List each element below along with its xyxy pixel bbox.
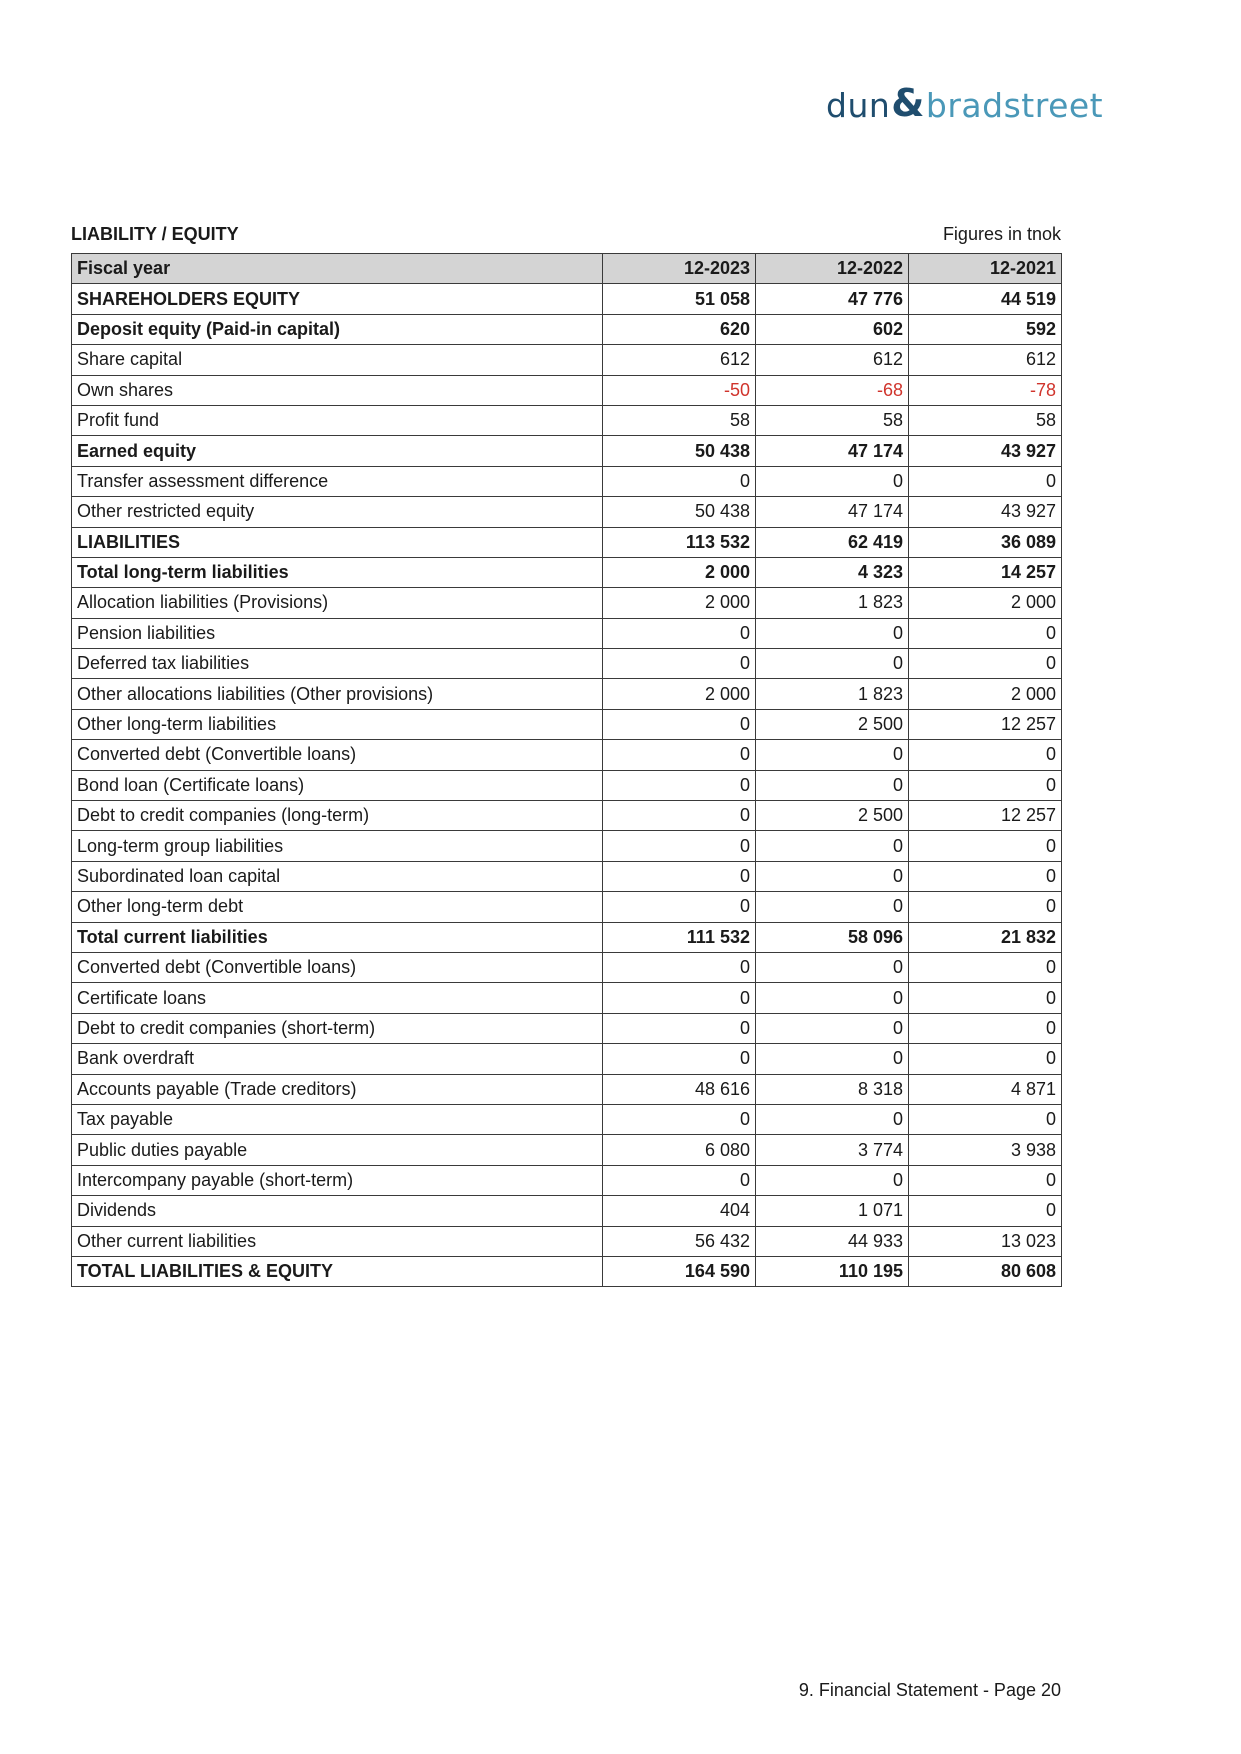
table-row xyxy=(72,801,1062,831)
row-value-12-2022: 0 xyxy=(756,831,909,861)
row-label: Total current liabilities xyxy=(72,922,603,952)
row-value-12-2023: 0 xyxy=(603,649,756,679)
row-value-12-2022: 0 xyxy=(756,1044,909,1074)
row-value-12-2021: 12 257 xyxy=(909,709,1062,739)
logo-text-dun: dun xyxy=(826,86,891,125)
row-value-12-2022: 0 xyxy=(756,740,909,770)
row-value-12-2023: 0 xyxy=(603,1104,756,1134)
table-row xyxy=(72,831,1062,861)
row-value-12-2023: 0 xyxy=(603,1165,756,1195)
row-value-12-2023: 612 xyxy=(603,345,756,375)
row-value-12-2021: 0 xyxy=(909,1165,1062,1195)
row-label: Long-term group liabilities xyxy=(72,831,603,861)
section-header xyxy=(71,224,1061,245)
row-value-12-2023: 404 xyxy=(603,1196,756,1226)
row-value-12-2021: 0 xyxy=(909,983,1062,1013)
row-value-12-2022: 110 195 xyxy=(756,1256,909,1286)
fiscal-year-header: Fiscal year xyxy=(72,254,603,284)
row-value-12-2023: 2 000 xyxy=(603,679,756,709)
row-value-12-2022: 0 xyxy=(756,1013,909,1043)
row-value-12-2021: 0 xyxy=(909,1013,1062,1043)
row-label: Certificate loans xyxy=(72,983,603,1013)
row-value-12-2023: 113 532 xyxy=(603,527,756,557)
row-value-12-2021: 0 xyxy=(909,892,1062,922)
row-label: Converted debt (Convertible loans) xyxy=(72,740,603,770)
row-label: Allocation liabilities (Provisions) xyxy=(72,588,603,618)
table-row xyxy=(72,405,1062,435)
row-label: Deposit equity (Paid-in capital) xyxy=(72,314,603,344)
row-value-12-2021: 0 xyxy=(909,770,1062,800)
row-value-12-2023: -50 xyxy=(603,375,756,405)
row-value-12-2022: 0 xyxy=(756,649,909,679)
row-label: Bond loan (Certificate loans) xyxy=(72,770,603,800)
table-row xyxy=(72,922,1062,952)
table-row xyxy=(72,588,1062,618)
row-value-12-2021: 36 089 xyxy=(909,527,1062,557)
row-value-12-2023: 0 xyxy=(603,861,756,891)
row-label: Other restricted equity xyxy=(72,497,603,527)
row-value-12-2023: 0 xyxy=(603,618,756,648)
table-row xyxy=(72,1074,1062,1104)
table-row xyxy=(72,740,1062,770)
table-row xyxy=(72,952,1062,982)
row-value-12-2021: 43 927 xyxy=(909,497,1062,527)
row-value-12-2021: 0 xyxy=(909,466,1062,496)
row-value-12-2022: 47 174 xyxy=(756,497,909,527)
year-header-2021: 12-2021 xyxy=(909,254,1062,284)
row-value-12-2022: -68 xyxy=(756,375,909,405)
row-value-12-2023: 58 xyxy=(603,405,756,435)
row-value-12-2021: 0 xyxy=(909,1044,1062,1074)
logo-text-bradstreet: bradstreet xyxy=(925,86,1104,125)
table-row xyxy=(72,1013,1062,1043)
row-value-12-2023: 2 000 xyxy=(603,588,756,618)
row-value-12-2021: 0 xyxy=(909,861,1062,891)
year-header-2022: 12-2022 xyxy=(756,254,909,284)
table-row xyxy=(72,466,1062,496)
row-label: Total long-term liabilities xyxy=(72,557,603,587)
table-header-row xyxy=(72,254,1062,284)
table-row xyxy=(72,679,1062,709)
row-value-12-2023: 0 xyxy=(603,952,756,982)
row-value-12-2021: 0 xyxy=(909,618,1062,648)
row-label: Intercompany payable (short-term) xyxy=(72,1165,603,1195)
row-label: Other long-term debt xyxy=(72,892,603,922)
row-value-12-2022: 602 xyxy=(756,314,909,344)
row-label: Pension liabilities xyxy=(72,618,603,648)
table-row xyxy=(72,527,1062,557)
row-value-12-2022: 0 xyxy=(756,983,909,1013)
row-label: Earned equity xyxy=(72,436,603,466)
row-label: Converted debt (Convertible loans) xyxy=(72,952,603,982)
row-value-12-2022: 58 096 xyxy=(756,922,909,952)
year-header-2023: 12-2023 xyxy=(603,254,756,284)
row-value-12-2023: 0 xyxy=(603,1013,756,1043)
row-value-12-2023: 0 xyxy=(603,983,756,1013)
dun-bradstreet-logo xyxy=(826,78,1104,125)
row-value-12-2023: 0 xyxy=(603,770,756,800)
table-row xyxy=(72,1196,1062,1226)
row-value-12-2021: 0 xyxy=(909,831,1062,861)
table-body xyxy=(72,284,1062,1287)
row-value-12-2022: 44 933 xyxy=(756,1226,909,1256)
row-value-12-2022: 1 071 xyxy=(756,1196,909,1226)
row-label: Public duties payable xyxy=(72,1135,603,1165)
row-value-12-2021: 0 xyxy=(909,1104,1062,1134)
row-label: Profit fund xyxy=(72,405,603,435)
row-value-12-2022: 0 xyxy=(756,1165,909,1195)
row-value-12-2023: 0 xyxy=(603,466,756,496)
row-value-12-2021: 0 xyxy=(909,1196,1062,1226)
section-title: LIABILITY / EQUITY xyxy=(71,224,239,244)
row-label: Other allocations liabilities (Other provisions) xyxy=(72,679,603,709)
row-label: Subordinated loan capital xyxy=(72,861,603,891)
row-label: Debt to credit companies (short-term) xyxy=(72,1013,603,1043)
table-row xyxy=(72,284,1062,314)
row-value-12-2022: 47 174 xyxy=(756,436,909,466)
row-value-12-2022: 2 500 xyxy=(756,801,909,831)
row-label: Transfer assessment difference xyxy=(72,466,603,496)
table-row xyxy=(72,1135,1062,1165)
liability-equity-table xyxy=(71,253,1062,1287)
row-value-12-2023: 0 xyxy=(603,1044,756,1074)
table-row xyxy=(72,557,1062,587)
row-value-12-2023: 111 532 xyxy=(603,922,756,952)
figures-unit-note: Figures in tnok xyxy=(942,224,1061,244)
table-row xyxy=(72,1104,1062,1134)
row-value-12-2021: 80 608 xyxy=(909,1256,1062,1286)
row-value-12-2023: 48 616 xyxy=(603,1074,756,1104)
table-row xyxy=(72,345,1062,375)
logo-ampersand: & xyxy=(891,81,925,125)
row-value-12-2021: 14 257 xyxy=(909,557,1062,587)
table-row xyxy=(72,1226,1062,1256)
table-row xyxy=(72,436,1062,466)
row-value-12-2023: 50 438 xyxy=(603,436,756,466)
row-value-12-2021: 3 938 xyxy=(909,1135,1062,1165)
row-value-12-2021: 612 xyxy=(909,345,1062,375)
row-label: LIABILITIES xyxy=(72,527,603,557)
table-row xyxy=(72,1165,1062,1195)
row-label: TOTAL LIABILITIES & EQUITY xyxy=(72,1256,603,1286)
row-value-12-2023: 56 432 xyxy=(603,1226,756,1256)
row-label: Tax payable xyxy=(72,1104,603,1134)
table-row xyxy=(72,649,1062,679)
row-value-12-2021: 58 xyxy=(909,405,1062,435)
row-value-12-2023: 0 xyxy=(603,709,756,739)
row-label: Deferred tax liabilities xyxy=(72,649,603,679)
row-value-12-2023: 51 058 xyxy=(603,284,756,314)
row-value-12-2023: 6 080 xyxy=(603,1135,756,1165)
row-value-12-2022: 0 xyxy=(756,466,909,496)
row-value-12-2022: 2 500 xyxy=(756,709,909,739)
table-row xyxy=(72,770,1062,800)
row-value-12-2021: 44 519 xyxy=(909,284,1062,314)
row-label: Accounts payable (Trade creditors) xyxy=(72,1074,603,1104)
row-value-12-2022: 1 823 xyxy=(756,588,909,618)
row-value-12-2023: 0 xyxy=(603,892,756,922)
row-label: Other current liabilities xyxy=(72,1226,603,1256)
row-value-12-2022: 58 xyxy=(756,405,909,435)
row-value-12-2022: 0 xyxy=(756,770,909,800)
row-value-12-2023: 0 xyxy=(603,831,756,861)
row-value-12-2021: 13 023 xyxy=(909,1226,1062,1256)
row-value-12-2023: 50 438 xyxy=(603,497,756,527)
row-value-12-2021: -78 xyxy=(909,375,1062,405)
row-value-12-2023: 2 000 xyxy=(603,557,756,587)
row-value-12-2021: 2 000 xyxy=(909,679,1062,709)
table-row xyxy=(72,314,1062,344)
row-label: Other long-term liabilities xyxy=(72,709,603,739)
row-label: Bank overdraft xyxy=(72,1044,603,1074)
row-value-12-2022: 62 419 xyxy=(756,527,909,557)
row-label: Dividends xyxy=(72,1196,603,1226)
row-value-12-2021: 0 xyxy=(909,649,1062,679)
row-value-12-2021: 592 xyxy=(909,314,1062,344)
row-value-12-2021: 0 xyxy=(909,952,1062,982)
row-value-12-2023: 0 xyxy=(603,740,756,770)
row-value-12-2022: 0 xyxy=(756,1104,909,1134)
row-value-12-2022: 3 774 xyxy=(756,1135,909,1165)
row-label: Debt to credit companies (long-term) xyxy=(72,801,603,831)
row-value-12-2022: 0 xyxy=(756,861,909,891)
table-row xyxy=(72,497,1062,527)
row-label: SHAREHOLDERS EQUITY xyxy=(72,284,603,314)
row-value-12-2023: 164 590 xyxy=(603,1256,756,1286)
row-value-12-2022: 0 xyxy=(756,952,909,982)
table-row xyxy=(72,1044,1062,1074)
row-label: Own shares xyxy=(72,375,603,405)
row-value-12-2022: 0 xyxy=(756,892,909,922)
row-value-12-2023: 620 xyxy=(603,314,756,344)
table-row xyxy=(72,1256,1062,1286)
row-value-12-2022: 612 xyxy=(756,345,909,375)
table-row xyxy=(72,618,1062,648)
table-row xyxy=(72,892,1062,922)
row-value-12-2022: 8 318 xyxy=(756,1074,909,1104)
page-footer: 9. Financial Statement - Page 20 xyxy=(798,1680,1061,1700)
row-label: Share capital xyxy=(72,345,603,375)
row-value-12-2022: 47 776 xyxy=(756,284,909,314)
row-value-12-2021: 2 000 xyxy=(909,588,1062,618)
row-value-12-2021: 4 871 xyxy=(909,1074,1062,1104)
table-row xyxy=(72,375,1062,405)
row-value-12-2022: 0 xyxy=(756,618,909,648)
table-row xyxy=(72,709,1062,739)
row-value-12-2021: 43 927 xyxy=(909,436,1062,466)
row-value-12-2021: 12 257 xyxy=(909,801,1062,831)
row-value-12-2021: 21 832 xyxy=(909,922,1062,952)
row-value-12-2023: 0 xyxy=(603,801,756,831)
row-value-12-2022: 1 823 xyxy=(756,679,909,709)
table-row xyxy=(72,983,1062,1013)
row-value-12-2022: 4 323 xyxy=(756,557,909,587)
table-row xyxy=(72,861,1062,891)
row-value-12-2021: 0 xyxy=(909,740,1062,770)
